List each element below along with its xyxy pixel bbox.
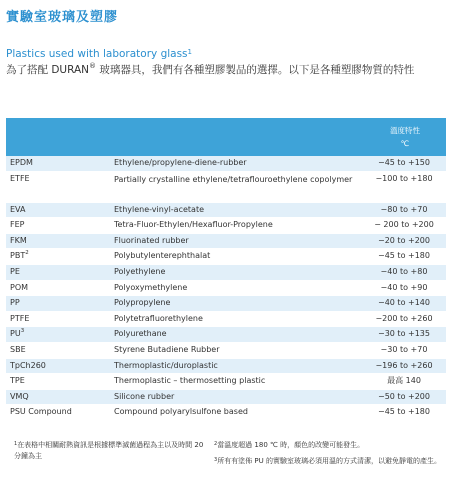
section-subtitle	[6, 48, 192, 60]
plastics-table	[6, 118, 446, 421]
abbreviation-text: PSU Compound	[10, 407, 72, 417]
cell-material-name: Thermoplastic/duroplastic	[110, 358, 364, 374]
cell-material-name: Ethylene-vinyl-acetate	[110, 202, 364, 218]
cell-temperature-range: −100 to +180	[364, 171, 446, 202]
abbreviation-text: SBE	[10, 344, 26, 354]
table-row	[6, 405, 446, 421]
abbreviation-text: TPE	[10, 376, 25, 386]
abbreviation-text: POM	[10, 282, 29, 292]
footnote-1-mark: 1	[14, 441, 18, 447]
cell-material-name: Fluorinated rubber	[110, 233, 364, 249]
abbreviation-text: PU	[10, 329, 21, 339]
cell-material-name: Tetra-Fluor-Ethylen/Hexafluor-Propylene	[110, 218, 364, 234]
table-header-row	[6, 118, 446, 156]
cell-abbreviation	[6, 296, 110, 312]
footnote-2-text: 當溫度超過 180 ℃ 時，顏色的改變可能發生。	[217, 441, 365, 449]
table-row	[6, 233, 446, 249]
cell-temperature-range: −20 to +200	[364, 233, 446, 249]
abbreviation-text: PP	[10, 298, 20, 308]
table-row	[6, 218, 446, 234]
cell-abbreviation	[6, 233, 110, 249]
cell-abbreviation	[6, 311, 110, 327]
cell-temperature-range: −40 to +140	[364, 296, 446, 312]
footnote-3-mark: 3	[214, 457, 218, 463]
table-row	[6, 358, 446, 374]
abbreviation-text: VMQ	[10, 391, 29, 401]
table-row	[6, 327, 446, 343]
cell-material-name: Polytetrafluorethylene	[110, 311, 364, 327]
cell-material-name: Styrene Butadiene Rubber	[110, 342, 364, 358]
cell-material-name: Polyoxymethylene	[110, 280, 364, 296]
footnote-2-mark: 2	[214, 441, 218, 447]
cell-abbreviation	[6, 202, 110, 218]
footnote-3	[214, 456, 446, 467]
cell-temperature-range: −30 to +70	[364, 342, 446, 358]
cell-temperature-range: −80 to +70	[364, 202, 446, 218]
footnote-3-text: 所有有塗佈 PU 的實驗室玻璃必須用溫的方式清潔，以避免靜電的產生。	[217, 457, 441, 465]
cell-temperature-range: − 200 to +200	[364, 218, 446, 234]
cell-abbreviation	[6, 156, 110, 171]
abbreviation-text: FKM	[10, 235, 27, 245]
cell-temperature-range: −40 to +90	[364, 280, 446, 296]
intro-text-b: 玻璃器具，我們有各種塑膠製品的選擇。以下是各種塑膠物質的特性	[96, 64, 415, 76]
cell-abbreviation	[6, 327, 110, 343]
cell-material-name: Polybutylenterephthalat	[110, 249, 364, 265]
registered-mark: ®	[89, 62, 97, 70]
cell-temperature-range: −45 to +180	[364, 405, 446, 421]
cell-abbreviation	[6, 389, 110, 405]
cell-temperature-range: −45 to +150	[364, 156, 446, 171]
footnote-1	[14, 440, 204, 462]
cell-material-name: Thermoplastic – thermosetting plastic	[110, 374, 364, 390]
abbreviation-text: PTFE	[10, 313, 30, 323]
table-row	[6, 171, 446, 202]
table-row	[6, 249, 446, 265]
table-row	[6, 374, 446, 390]
page-title: 實驗室玻璃及塑膠	[6, 10, 119, 25]
cell-abbreviation	[6, 405, 110, 421]
cell-temperature-range: −200 to +260	[364, 311, 446, 327]
header-cell-empty-1	[6, 118, 110, 156]
table-row	[6, 296, 446, 312]
table-row	[6, 311, 446, 327]
cell-abbreviation	[6, 218, 110, 234]
cell-temperature-range: −40 to +80	[364, 264, 446, 280]
cell-abbreviation	[6, 374, 110, 390]
table-body	[6, 156, 446, 420]
abbreviation-text: FEP	[10, 220, 25, 230]
table-row	[6, 264, 446, 280]
cell-abbreviation	[6, 264, 110, 280]
abbreviation-text: EVA	[10, 204, 26, 214]
cell-material-name: Silicone rubber	[110, 389, 364, 405]
intro-paragraph	[6, 62, 446, 79]
cell-abbreviation	[6, 342, 110, 358]
table-row	[6, 280, 446, 296]
cell-temperature-range: 最高 140	[364, 374, 446, 390]
footnote-2	[214, 440, 446, 451]
abbreviation-text: PBT	[10, 251, 26, 261]
cell-material-name: Polyurethane	[110, 327, 364, 343]
abbreviation-footnote-mark: 3	[20, 328, 25, 335]
cell-material-name: Compound polyarylsulfone based	[110, 405, 364, 421]
header-temperature-label: 溫度特性	[390, 126, 420, 135]
cell-temperature-range: −30 to +135	[364, 327, 446, 343]
abbreviation-footnote-mark: 2	[25, 250, 29, 257]
cell-abbreviation	[6, 249, 110, 265]
cell-material-name: Polyethylene	[110, 264, 364, 280]
cell-abbreviation	[6, 171, 110, 202]
header-cell-empty-2	[110, 118, 364, 156]
header-temperature	[364, 118, 446, 156]
intro-text-a: 為了搭配 DURAN	[6, 64, 90, 76]
abbreviation-text: EPDM	[10, 158, 33, 167]
cell-material-name: Ethylene/propylene-diene-rubber	[110, 156, 364, 171]
table-row	[6, 156, 446, 171]
cell-abbreviation	[6, 358, 110, 374]
abbreviation-text: PE	[10, 266, 20, 276]
abbreviation-text: ETFE	[10, 173, 30, 183]
cell-abbreviation	[6, 280, 110, 296]
abbreviation-text: TpCh260	[10, 360, 46, 370]
cell-temperature-range: −45 to +180	[364, 249, 446, 265]
cell-material-name: Partially crystalline ethylene/tetraflouroethylene copolymer	[110, 171, 364, 202]
header-temperature-unit: ℃	[400, 139, 410, 148]
cell-temperature-range: −196 to +260	[364, 358, 446, 374]
table-row	[6, 389, 446, 405]
cell-material-name: Polypropylene	[110, 296, 364, 312]
table-row	[6, 202, 446, 218]
table-row	[6, 342, 446, 358]
footnote-1-text: 在表格中相關耐熱資訊是根據標準滅菌過程為主以及時間 20 分鐘為主	[14, 441, 204, 460]
cell-temperature-range: −50 to +200	[364, 389, 446, 405]
subtitle-footnote-mark: 1	[187, 48, 192, 56]
subtitle-text: Plastics used with laboratory glass	[6, 48, 188, 60]
